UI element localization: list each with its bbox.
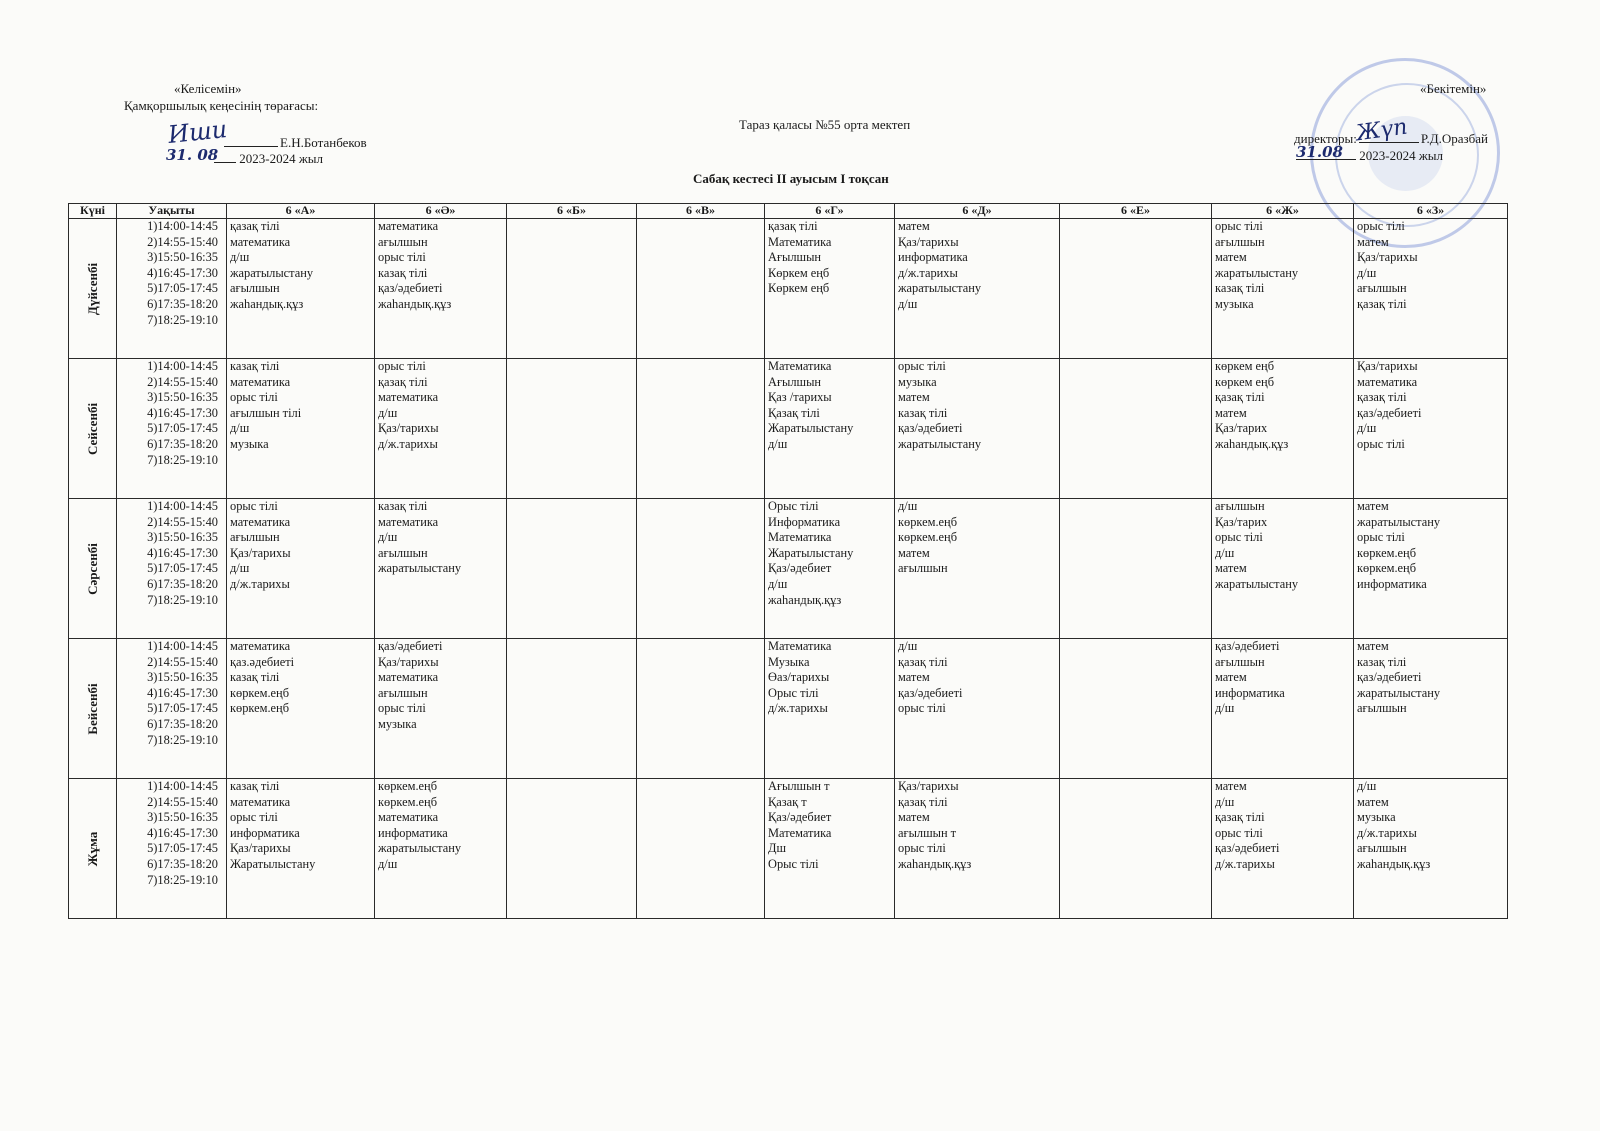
subject: қазақ тілі — [768, 219, 818, 233]
subject: Қаз/тарихы — [898, 779, 959, 793]
subject: Орыс тілі — [768, 685, 819, 700]
column-header: 6 «В» — [637, 204, 765, 219]
subject: көркем.еңб — [1357, 545, 1416, 560]
day-cell — [69, 359, 117, 499]
subject: Жаратылыстану — [768, 545, 854, 560]
left-agreed-label: «Келісемін» — [174, 81, 242, 96]
subject: қаз/әдебиеті — [1357, 405, 1422, 420]
class-schedule-cell — [1354, 219, 1508, 359]
class-schedule-cell — [1212, 219, 1354, 359]
subject: матем — [898, 670, 930, 685]
subject: Математика — [768, 359, 832, 373]
subject: д/ш — [378, 856, 398, 871]
subject: Көркем еңб — [768, 265, 830, 280]
time-slot: 6)17:35-18:20 — [147, 296, 218, 311]
class-schedule-cell — [1060, 499, 1212, 639]
subject: Математика — [768, 530, 832, 545]
subject: музыка — [230, 436, 269, 451]
time-slot: 1)14:00-14:45 — [147, 219, 218, 233]
subject: жаһандық.құз — [1215, 436, 1289, 451]
subject: қазақ тілі — [230, 219, 280, 233]
column-header: 6 «Д» — [895, 204, 1060, 219]
class-schedule-cell — [507, 499, 637, 639]
subject: ағылшын — [378, 545, 428, 560]
class-schedule-cell — [227, 359, 375, 499]
class-schedule-cell — [895, 779, 1060, 919]
subject: Қаз/әдебиет — [768, 561, 832, 576]
subject: ағылшын — [1357, 841, 1407, 856]
subject: д/ш — [898, 296, 918, 311]
class-schedule-cell — [507, 779, 637, 919]
time-slot: 3)15:50-16:35 — [147, 390, 218, 405]
subject: орыс тілі — [378, 250, 426, 265]
time-slot: 3)15:50-16:35 — [147, 670, 218, 685]
subject: көркем еңб — [1215, 374, 1274, 389]
subject: матем — [1215, 561, 1247, 576]
subject: ағылшын — [1357, 281, 1407, 296]
schedule-table — [68, 203, 1508, 919]
class-schedule-cell — [895, 359, 1060, 499]
subject: матем — [1357, 639, 1389, 653]
time-slot: 4)16:45-17:30 — [147, 825, 218, 840]
class-schedule-cell — [1354, 639, 1508, 779]
subject: казақ тілі — [378, 499, 428, 513]
subject: Қазақ тілі — [768, 405, 820, 420]
subject: жаһандық.құз — [898, 856, 972, 871]
subject: математика — [1357, 374, 1418, 389]
subject: Математика — [768, 234, 832, 249]
subject: көркем.еңб — [378, 779, 437, 793]
time-slot: 7)18:25-19:10 — [147, 732, 218, 747]
left-position-label: Қамқоршылық кеңесінің төрағасы: — [124, 98, 319, 113]
time-slot: 4)16:45-17:30 — [147, 405, 218, 420]
school-name: Тараз қаласы №55 орта мектеп — [739, 117, 911, 132]
class-schedule-cell — [1354, 779, 1508, 919]
time-slot: 4)16:45-17:30 — [147, 545, 218, 560]
class-schedule-cell — [227, 499, 375, 639]
subject: Ағылшын — [768, 374, 822, 389]
subject: жаратылыстану — [1215, 576, 1299, 591]
subject: казақ тілі — [230, 779, 280, 793]
subject: д/ж.тарихы — [768, 701, 828, 716]
left-year: 2023-2024 жыл — [214, 150, 323, 167]
subject: Қаз/тарихы — [230, 545, 291, 560]
subject: жаһандық.құз — [230, 296, 304, 311]
column-header: 6 «Б» — [507, 204, 637, 219]
subject: математика — [230, 234, 291, 249]
subject: матем — [898, 810, 930, 825]
class-schedule-cell — [227, 219, 375, 359]
class-schedule-cell — [375, 219, 507, 359]
subject: казақ тілі — [1357, 654, 1407, 669]
column-header: 6 «З» — [1354, 204, 1508, 219]
left-sign-date: 31. 08 — [166, 146, 219, 164]
subject: орыс тілі — [378, 359, 426, 373]
subject: д/ш — [768, 576, 788, 591]
subject: матем — [1357, 794, 1389, 809]
subject: Ағылшын т — [768, 779, 830, 793]
subject: орыс тілі — [378, 701, 426, 716]
subject: математика — [230, 514, 291, 529]
times-cell — [117, 779, 227, 919]
subject: қаз/әдебиеті — [898, 421, 963, 436]
subject: Қазақ т — [768, 794, 807, 809]
class-schedule-cell — [637, 219, 765, 359]
right-approved-label: «Бекітемін» — [1420, 81, 1487, 96]
subject: музыка — [1215, 296, 1254, 311]
time-slot: 7)18:25-19:10 — [147, 592, 218, 607]
day-cell — [69, 779, 117, 919]
time-slot: 6)17:35-18:20 — [147, 436, 218, 451]
subject: Қаз/тарихы — [230, 841, 291, 856]
time-slot: 7)18:25-19:10 — [147, 312, 218, 327]
subject: математика — [230, 639, 291, 653]
subject: ағылшын — [1357, 701, 1407, 716]
subject: қазақ тілі — [1357, 296, 1407, 311]
subject: Дш — [768, 841, 786, 856]
subject: жаратылыстану — [898, 436, 982, 451]
subject: орыс тілі — [230, 810, 278, 825]
class-schedule-cell — [375, 499, 507, 639]
left-name: Е.Н.Ботанбеков — [224, 134, 367, 151]
schedule-title: Сабақ кестесі ІІ ауысым І тоқсан — [693, 171, 889, 186]
subject: Қаз/тарих — [1215, 421, 1268, 436]
subject: казақ тілі — [898, 405, 948, 420]
time-slot: 3)15:50-16:35 — [147, 530, 218, 545]
right-director: директоры: Р.Д.Оразбай — [1294, 131, 1488, 146]
day-name: Бейсенбі — [84, 682, 100, 735]
subject: Қаз/тарихы — [378, 421, 439, 436]
class-schedule-cell — [1212, 639, 1354, 779]
subject: Математика — [768, 825, 832, 840]
subject: д/ш — [898, 499, 918, 513]
class-schedule-cell — [507, 219, 637, 359]
time-slot: 7)18:25-19:10 — [147, 452, 218, 467]
day-name: Жұма — [84, 831, 100, 866]
subject: орыс тілі — [1357, 219, 1405, 233]
times-cell — [117, 219, 227, 359]
subject: д/ш — [1215, 701, 1235, 716]
class-schedule-cell — [765, 219, 895, 359]
time-slot: 1)14:00-14:45 — [147, 359, 218, 373]
column-header: Уақыты — [117, 204, 227, 219]
subject: Жаратылыстану — [768, 421, 854, 436]
class-schedule-cell — [1212, 359, 1354, 499]
table-row — [69, 359, 1508, 499]
column-header: 6 «Ж» — [1212, 204, 1354, 219]
subject: казақ тілі — [378, 265, 428, 280]
subject: көркем.еңб — [898, 514, 957, 529]
subject: Қаз/тарихы — [378, 654, 439, 669]
subject: информатика — [1357, 576, 1427, 591]
subject: математика — [378, 670, 439, 685]
time-slot: 1)14:00-14:45 — [147, 779, 218, 793]
subject: қазақ тілі — [1215, 390, 1265, 405]
class-schedule-cell — [1354, 359, 1508, 499]
subject: информатика — [230, 825, 300, 840]
time-slot: 4)16:45-17:30 — [147, 265, 218, 280]
subject: д/ш — [768, 436, 788, 451]
class-schedule-cell — [765, 779, 895, 919]
subject: Орыс тілі — [768, 499, 819, 513]
subject: орыс тілі — [898, 701, 946, 716]
subject: ағылшын — [898, 561, 948, 576]
column-header: 6 «Г» — [765, 204, 895, 219]
subject: д/ш — [1357, 779, 1377, 793]
class-schedule-cell — [375, 779, 507, 919]
class-schedule-cell — [1212, 779, 1354, 919]
subject: казақ тілі — [230, 670, 280, 685]
time-slot: 2)14:55-15:40 — [147, 794, 218, 809]
left-signature: Иши — [166, 114, 229, 150]
class-schedule-cell — [637, 499, 765, 639]
class-schedule-cell — [1212, 499, 1354, 639]
subject: Жаратылыстану — [230, 856, 316, 871]
subject: д/ш — [230, 250, 250, 265]
subject: қазақ тілі — [378, 374, 428, 389]
subject: жаһандық.құз — [768, 592, 842, 607]
subject: жаһандық.құз — [378, 296, 452, 311]
subject: Ағылшын — [768, 250, 822, 265]
subject: Информатика — [768, 514, 841, 529]
time-slot: 5)17:05-17:45 — [147, 701, 218, 716]
subject: ағылшын — [1215, 499, 1265, 513]
time-slot: 7)18:25-19:10 — [147, 872, 218, 887]
subject: д/ж.тарихы — [1215, 856, 1275, 871]
subject: қаз/әдебиеті — [1215, 841, 1280, 856]
subject: матем — [1215, 250, 1247, 265]
subject: матем — [898, 219, 930, 233]
subject: ағылшын — [378, 234, 428, 249]
class-schedule-cell — [375, 359, 507, 499]
time-slot: 2)14:55-15:40 — [147, 654, 218, 669]
subject: матем — [898, 545, 930, 560]
subject: матем — [898, 390, 930, 405]
class-schedule-cell — [227, 779, 375, 919]
time-slot: 6)17:35-18:20 — [147, 716, 218, 731]
subject: орыс тілі — [898, 359, 946, 373]
subject: Қаз/тарихы — [1357, 250, 1418, 265]
subject: информатика — [1215, 685, 1285, 700]
subject: ағылшын — [1215, 234, 1265, 249]
column-header: Күні — [69, 204, 117, 219]
subject: информатика — [898, 250, 968, 265]
subject: қаз/әдебиеті — [1357, 670, 1422, 685]
subject: қазақ тілі — [898, 794, 948, 809]
subject: д/ж.тарихы — [1357, 825, 1417, 840]
right-signature: Жүп — [1354, 114, 1409, 147]
subject: матем — [1357, 234, 1389, 249]
table-row — [69, 779, 1508, 919]
subject: казақ тілі — [1215, 281, 1265, 296]
subject: музыка — [378, 716, 417, 731]
subject: д/ш — [898, 639, 918, 653]
class-schedule-cell — [637, 639, 765, 779]
table-row — [69, 219, 1508, 359]
time-slot: 2)14:55-15:40 — [147, 514, 218, 529]
class-schedule-cell — [1060, 639, 1212, 779]
subject: математика — [230, 374, 291, 389]
class-schedule-cell — [1060, 359, 1212, 499]
table-row — [69, 499, 1508, 639]
subject: математика — [378, 810, 439, 825]
subject: қазақ тілі — [898, 654, 948, 669]
subject: ағылшын — [378, 685, 428, 700]
class-schedule-cell — [507, 639, 637, 779]
subject: жаһандық.құз — [1357, 856, 1431, 871]
subject: Қаз/әдебиет — [768, 810, 832, 825]
subject: жаратылыстану — [898, 281, 982, 296]
time-slot: 2)14:55-15:40 — [147, 374, 218, 389]
subject: орыс тілі — [898, 841, 946, 856]
subject: ағылшын — [230, 530, 280, 545]
time-slot: 6)17:35-18:20 — [147, 856, 218, 871]
subject: көркем.еңб — [230, 685, 289, 700]
subject: орыс тілі — [1357, 530, 1405, 545]
subject: д/ш — [1215, 545, 1235, 560]
subject: д/ж.тарихы — [230, 576, 290, 591]
time-slot: 1)14:00-14:45 — [147, 499, 218, 513]
subject: Өаз/тарихы — [768, 670, 830, 685]
subject: қазақ тілі — [1357, 390, 1407, 405]
subject: Қаз/тарих — [1215, 514, 1268, 529]
time-slot: 3)15:50-16:35 — [147, 810, 218, 825]
subject: д/ш — [1357, 421, 1377, 436]
subject: математика — [230, 794, 291, 809]
subject: д/ш — [378, 405, 398, 420]
day-cell — [69, 499, 117, 639]
subject: д/ш — [378, 530, 398, 545]
subject: ағылшын т — [898, 825, 957, 840]
table-row — [69, 639, 1508, 779]
class-schedule-cell — [1060, 219, 1212, 359]
subject: жаратылыстану — [378, 561, 462, 576]
subject: жаратылыстану — [1215, 265, 1299, 280]
subject: жаратылыстану — [230, 265, 314, 280]
subject: көркем.еңб — [378, 794, 437, 809]
subject: қаз/әдебиеті — [378, 639, 443, 653]
subject: ағылшын тілі — [230, 405, 302, 420]
time-slot: 2)14:55-15:40 — [147, 234, 218, 249]
subject: жаратылыстану — [1357, 514, 1441, 529]
day-name: Сәрсенбі — [84, 542, 100, 595]
subject: д/ш — [1357, 265, 1377, 280]
day-cell — [69, 219, 117, 359]
right-year: 2023-2024 жыл — [1296, 147, 1443, 164]
class-schedule-cell — [1060, 779, 1212, 919]
subject: ағылшын — [1215, 654, 1265, 669]
right-sign-date: 31.08 — [1296, 143, 1343, 161]
time-slot: 6)17:35-18:20 — [147, 576, 218, 591]
subject: жаратылыстану — [1357, 685, 1441, 700]
day-name: Сейсенбі — [84, 402, 100, 455]
day-name: Дүйсенбі — [84, 262, 100, 315]
table-header-row — [69, 204, 1508, 219]
subject: қазақ тілі — [1215, 810, 1265, 825]
class-schedule-cell — [227, 639, 375, 779]
subject: матем — [1215, 405, 1247, 420]
subject: көркем еңб — [1215, 359, 1274, 373]
subject: Қаз /тарихы — [768, 390, 832, 405]
subject: д/ш — [1215, 794, 1235, 809]
times-cell — [117, 639, 227, 779]
subject: орыс тілі — [1215, 530, 1263, 545]
subject: Музыка — [768, 654, 810, 669]
subject: д/ж.тарихы — [378, 436, 438, 451]
column-header: 6 «Ә» — [375, 204, 507, 219]
subject: музыка — [1357, 810, 1396, 825]
subject: музыка — [898, 374, 937, 389]
subject: матем — [1357, 499, 1389, 513]
subject: ағылшын — [230, 281, 280, 296]
class-schedule-cell — [1354, 499, 1508, 639]
subject: информатика — [378, 825, 448, 840]
subject: матем — [1215, 779, 1247, 793]
subject: Қаз/тарихы — [898, 234, 959, 249]
subject: д/ж.тарихы — [898, 265, 958, 280]
class-schedule-cell — [765, 359, 895, 499]
subject: орыс тілі — [1357, 436, 1405, 451]
subject: Қаз/тарихы — [1357, 359, 1418, 373]
subject: орыс тілі — [230, 499, 278, 513]
class-schedule-cell — [507, 359, 637, 499]
time-slot: 5)17:05-17:45 — [147, 841, 218, 856]
class-schedule-cell — [895, 499, 1060, 639]
day-cell — [69, 639, 117, 779]
subject: Орыс тілі — [768, 856, 819, 871]
subject: көркем.еңб — [898, 530, 957, 545]
class-schedule-cell — [895, 219, 1060, 359]
subject: орыс тілі — [1215, 825, 1263, 840]
class-schedule-cell — [637, 359, 765, 499]
subject: матем — [1215, 670, 1247, 685]
time-slot: 5)17:05-17:45 — [147, 281, 218, 296]
class-schedule-cell — [637, 779, 765, 919]
subject: математика — [378, 219, 439, 233]
class-schedule-cell — [765, 639, 895, 779]
subject: қаз/әдебиеті — [898, 685, 963, 700]
subject: математика — [378, 390, 439, 405]
time-slot: 1)14:00-14:45 — [147, 639, 218, 653]
class-schedule-cell — [895, 639, 1060, 779]
subject: қаз.әдебиеті — [230, 654, 295, 669]
subject: Көркем еңб — [768, 281, 830, 296]
class-schedule-cell — [375, 639, 507, 779]
subject: орыс тілі — [230, 390, 278, 405]
time-slot: 4)16:45-17:30 — [147, 685, 218, 700]
time-slot: 5)17:05-17:45 — [147, 421, 218, 436]
times-cell — [117, 499, 227, 639]
subject: математика — [378, 514, 439, 529]
subject: көркем.еңб — [230, 701, 289, 716]
time-slot: 5)17:05-17:45 — [147, 561, 218, 576]
subject: Математика — [768, 639, 832, 653]
subject: көркем.еңб — [1357, 561, 1416, 576]
subject: казақ тілі — [230, 359, 280, 373]
subject: қаз/әдебиеті — [1215, 639, 1280, 653]
subject: қаз/әдебиеті — [378, 281, 443, 296]
class-schedule-cell — [765, 499, 895, 639]
column-header: 6 «А» — [227, 204, 375, 219]
time-slot: 3)15:50-16:35 — [147, 250, 218, 265]
subject: жаратылыстану — [378, 841, 462, 856]
subject: д/ш — [230, 421, 250, 436]
subject: д/ш — [230, 561, 250, 576]
column-header: 6 «Е» — [1060, 204, 1212, 219]
subject: орыс тілі — [1215, 219, 1263, 233]
times-cell — [117, 359, 227, 499]
